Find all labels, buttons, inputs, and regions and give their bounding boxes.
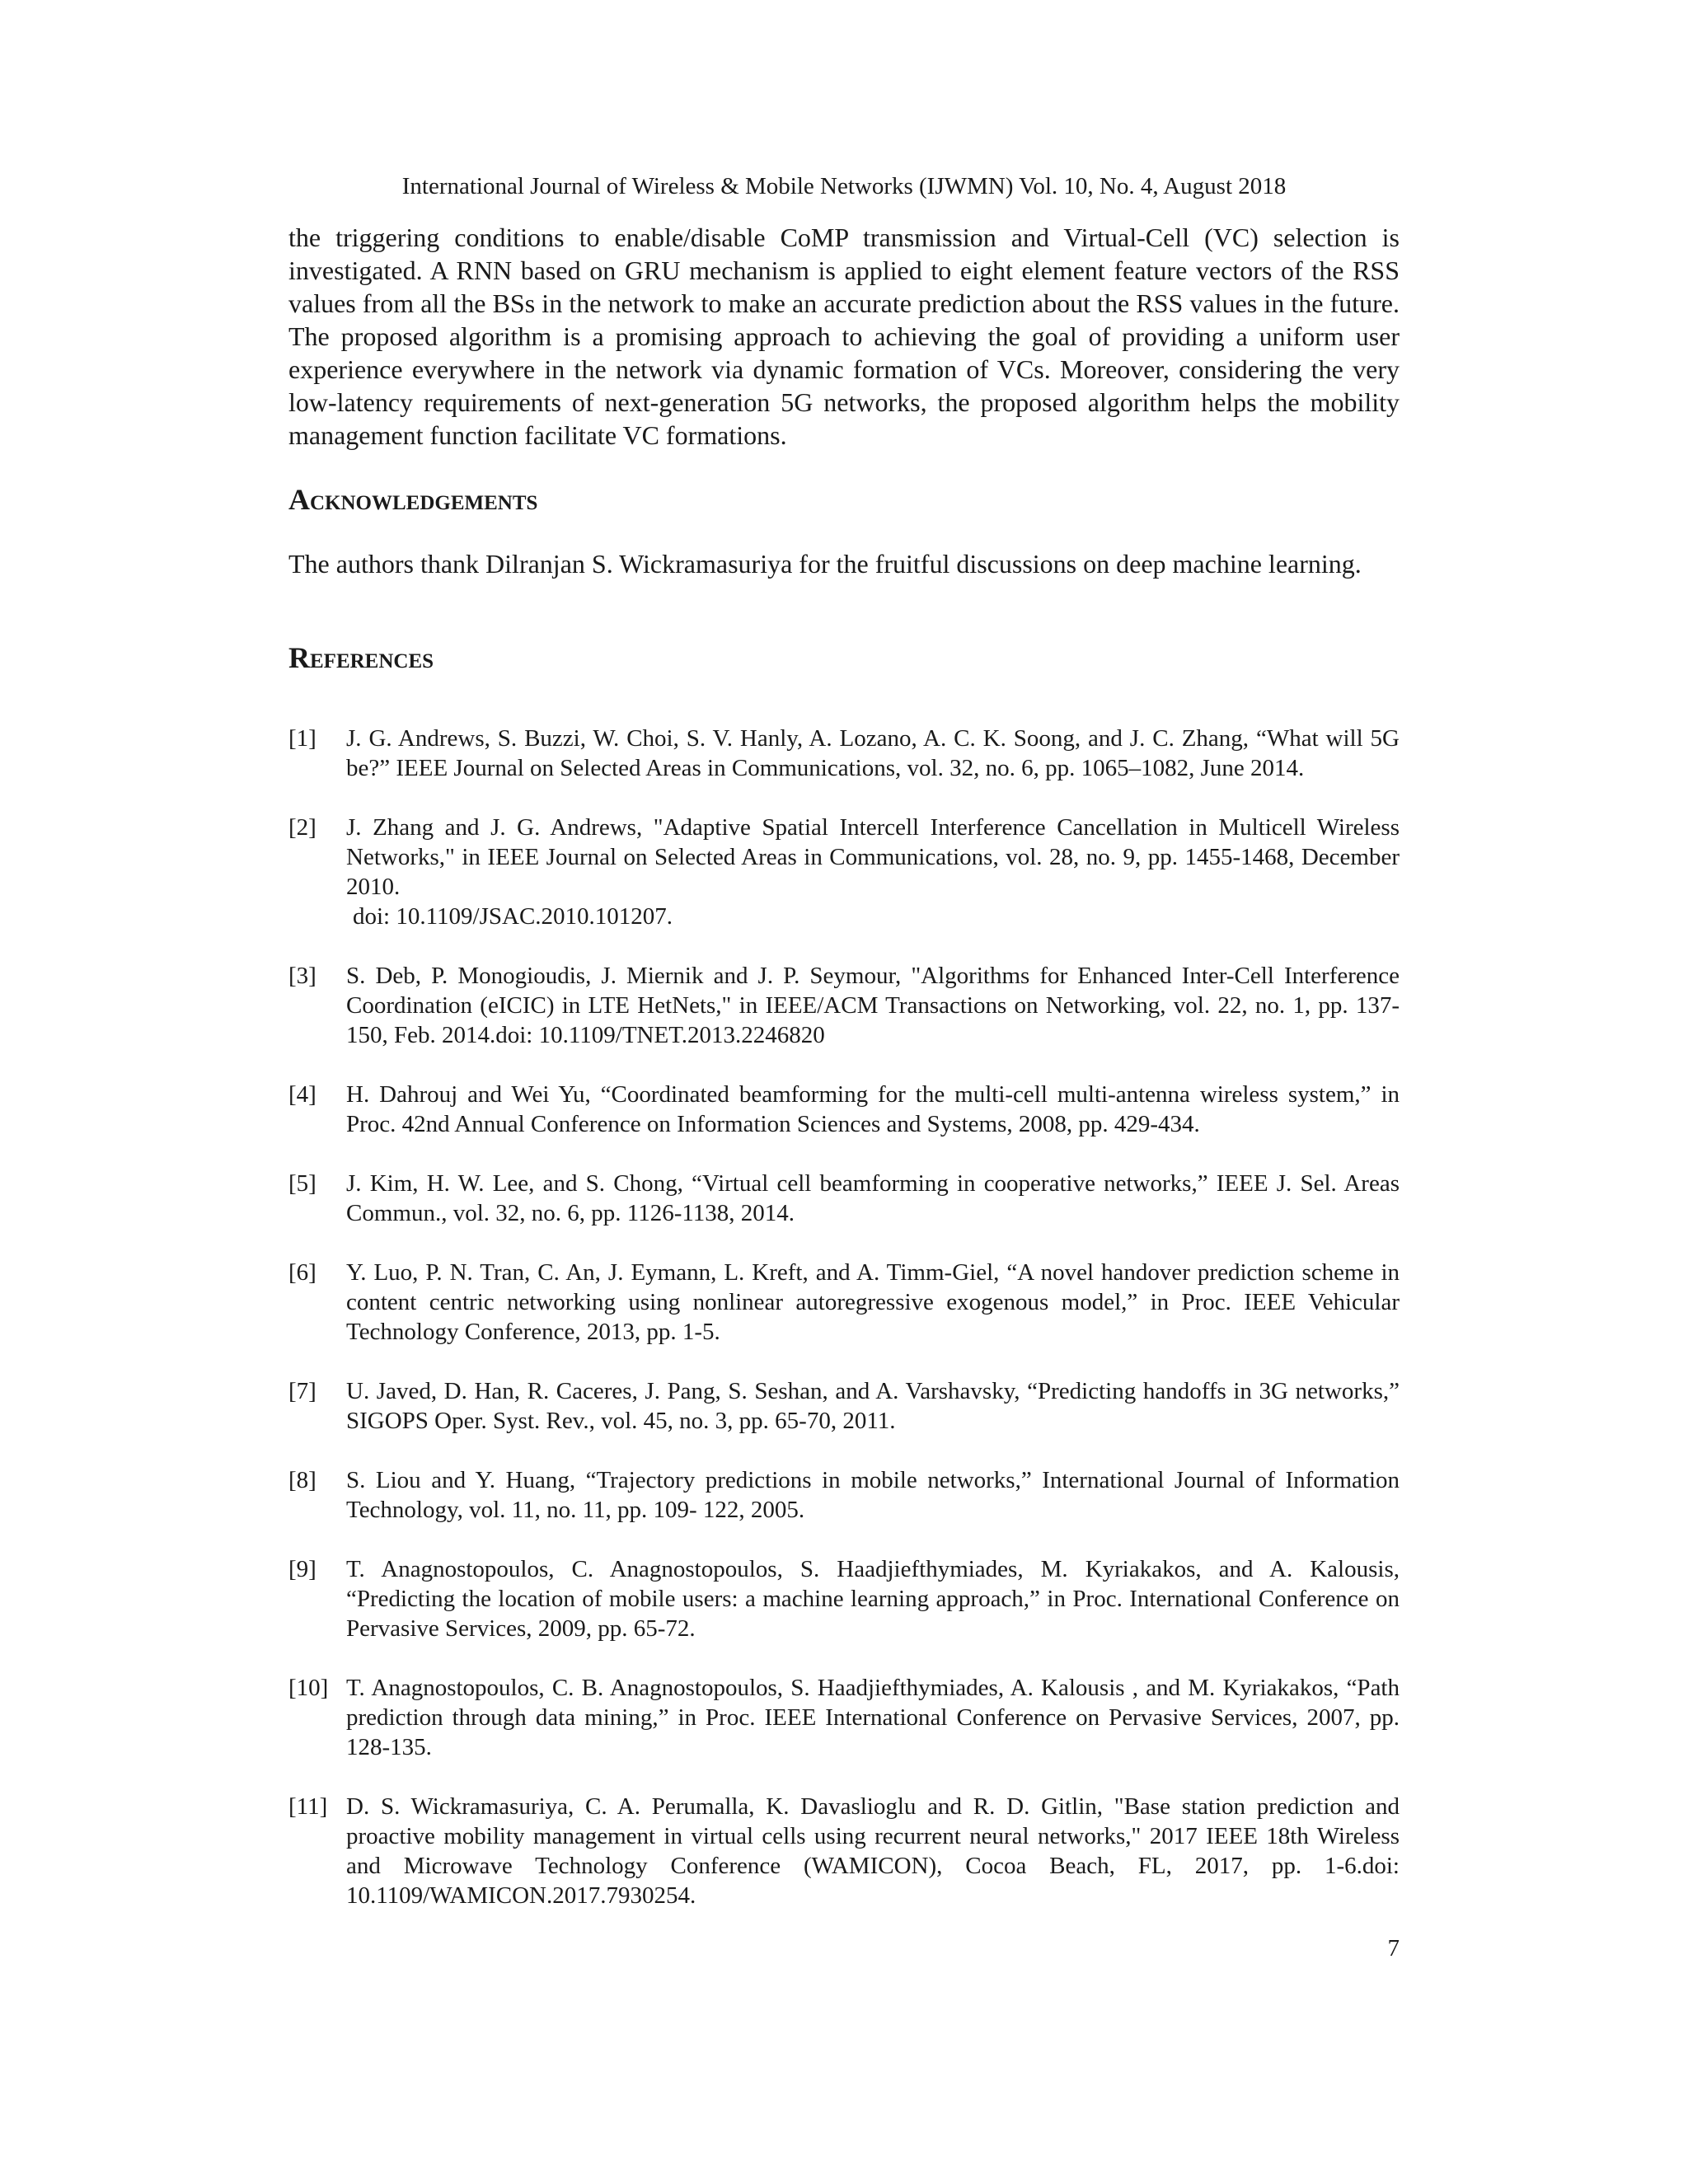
acknowledgements-heading: Acknowledgements bbox=[288, 483, 538, 516]
reference-number: [2] bbox=[288, 814, 316, 841]
reference-list bbox=[288, 724, 1400, 1940]
acknowledgements-text: The authors thank Dilranjan S. Wickramasuriya for the fruitful discussions on deep machine learning. bbox=[288, 549, 1362, 579]
reference-item bbox=[288, 1080, 1400, 1139]
reference-text: T. Anagnostopoulos, C. B. Anagnostopoulos, S. Haadjiefthymiades, A. Kalousis , and M. Kyriakakos, “Path prediction through data mining,” in Proc. IEEE International Conference on Pervasive Services, 2007, pp. 128-135. bbox=[346, 1675, 1400, 1760]
reference-item bbox=[288, 1376, 1400, 1436]
reference-number: [3] bbox=[288, 963, 316, 989]
reference-number: [9] bbox=[288, 1556, 316, 1582]
reference-item bbox=[288, 961, 1400, 1050]
reference-item bbox=[288, 1169, 1400, 1228]
reference-text: J. Zhang and J. G. Andrews, "Adaptive Spatial Intercell Interference Cancellation in Multicell Wireless Networks," in IEEE Journal on Selected Areas in Communications, vol. 28, no. 9, pp. 1455-1468, December 2010. bbox=[346, 814, 1400, 900]
reference-text: J. G. Andrews, S. Buzzi, W. Choi, S. V. Hanly, A. Lozano, A. C. K. Soong, and J. C. Zhang, “What will 5G be?” IEEE Journal on Selected Areas in Communications, vol. 32, no. 6, pp. 1065–1082, June 2014. bbox=[346, 725, 1400, 781]
reference-text: Y. Luo, P. N. Tran, C. An, J. Eymann, L. Kreft, and A. Timm-Giel, “A novel handover prediction scheme in content centric networking using nonlinear autoregressive exogenous model,” in Proc. IEEE Vehicular Technology Conference, 2013, pp. 1-5. bbox=[346, 1259, 1400, 1345]
reference-number: [5] bbox=[288, 1170, 316, 1197]
reference-number: [1] bbox=[288, 725, 316, 752]
reference-number: [4] bbox=[288, 1081, 316, 1108]
reference-number: [7] bbox=[288, 1378, 316, 1404]
reference-item bbox=[288, 1792, 1400, 1910]
reference-text: H. Dahrouj and Wei Yu, “Coordinated beamforming for the multi-cell multi-antenna wireless system,” in Proc. 42nd Annual Conference on Information Sciences and Systems, 2008, pp. 429-434. bbox=[346, 1081, 1400, 1137]
reference-item bbox=[288, 1465, 1400, 1525]
reference-item bbox=[288, 1554, 1400, 1643]
reference-text: S. Deb, P. Monogioudis, J. Miernik and J. P. Seymour, "Algorithms for Enhanced Inter-Cell Interference Coordination (eICIC) in LTE HetNets," in IEEE/ACM Transactions on Networking, vol. 22, no. 1, pp. 137-150, Feb. 2014.doi: 10.1109/TNET.2013.2246820 bbox=[346, 963, 1400, 1048]
reference-text: S. Liou and Y. Huang, “Trajectory predictions in mobile networks,” International Journal of Information Technology, vol. 11, no. 11, pp. 109- 122, 2005. bbox=[346, 1467, 1400, 1523]
page-number: 7 bbox=[1387, 1935, 1400, 1961]
reference-item bbox=[288, 724, 1400, 783]
reference-text: J. Kim, H. W. Lee, and S. Chong, “Virtual cell beamforming in cooperative networks,” IEEE J. Sel. Areas Commun., vol. 32, no. 6, pp. 1126-1138, 2014. bbox=[346, 1170, 1400, 1226]
reference-text: T. Anagnostopoulos, C. Anagnostopoulos, S. Haadjiefthymiades, M. Kyriakakos, and A. Kalousis, “Predicting the location of mobile users: a machine learning approach,” in Proc. International Conference on Pervasive Services, 2009, pp. 65-72. bbox=[346, 1556, 1400, 1642]
reference-item bbox=[288, 813, 1400, 931]
reference-text: U. Javed, D. Han, R. Caceres, J. Pang, S. Seshan, and A. Varshavsky, “Predicting handoffs in 3G networks,” SIGOPS Oper. Syst. Rev., vol. 45, no. 3, pp. 65-70, 2011. bbox=[346, 1378, 1400, 1434]
running-header: International Journal of Wireless & Mobile Networks (IJWMN) Vol. 10, No. 4, August 2018 bbox=[401, 173, 1287, 199]
reference-item bbox=[288, 1673, 1400, 1762]
reference-number: [8] bbox=[288, 1467, 316, 1493]
reference-number: [11] bbox=[288, 1793, 328, 1820]
references-heading: References bbox=[288, 641, 434, 674]
reference-number: [6] bbox=[288, 1259, 316, 1286]
reference-text: D. S. Wickramasuriya, C. A. Perumalla, K. Davaslioglu and R. D. Gitlin, "Base station prediction and proactive mobility management in virtual cells using recurrent neural networks," 2017 IEEE 18th Wireless and Microwave Technology Conference (WAMICON), Cocoa Beach, FL, 2017, pp. 1-6.doi: 10.1109/WAMICON.2017.7930254. bbox=[346, 1793, 1400, 1909]
intro-paragraph: the triggering conditions to enable/disable CoMP transmission and Virtual-Cell (VC) selection is investigated. A RNN based on GRU mechanism is applied to eight element feature vectors of the RSS values from all the BSs in the network to make an accurate prediction about the RSS values in the future. The proposed algorithm is a promising approach to achieving the goal of providing a uniform user experience everywhere in the network via dynamic formation of VCs. Moreover, considering the very low-latency requirements of next-generation 5G networks, the proposed algorithm helps the mobility management function facilitate VC formations. bbox=[288, 223, 1400, 450]
reference-item bbox=[288, 1258, 1400, 1347]
reference-doi: doi: 10.1109/JSAC.2010.101207. bbox=[353, 903, 673, 930]
reference-number: [10] bbox=[288, 1675, 329, 1701]
